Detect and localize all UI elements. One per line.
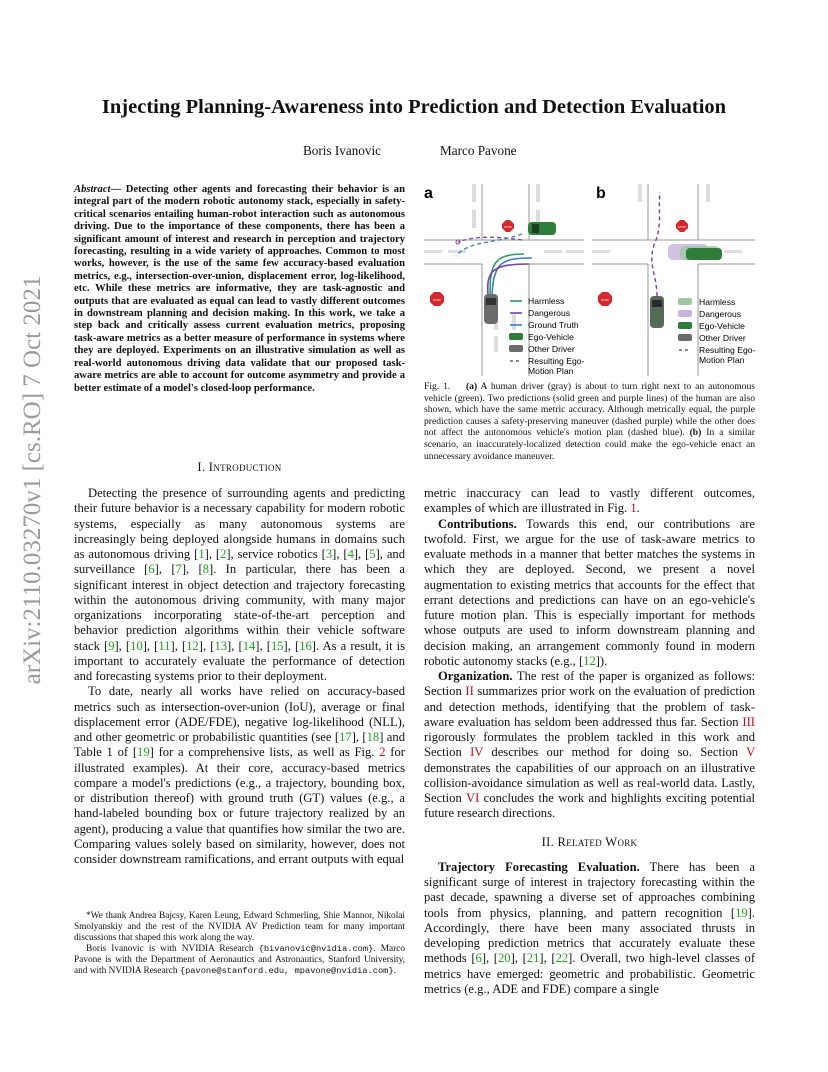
legend-item: Motion Plan bbox=[528, 366, 574, 376]
legend-item: Resulting Ego- bbox=[528, 356, 585, 366]
email-link[interactable]: {pavone@stanford.edu, mpavone@nvidia.com} bbox=[179, 966, 394, 977]
citation-link[interactable]: 10 bbox=[130, 638, 143, 653]
citation-link[interactable]: 19 bbox=[137, 745, 150, 760]
email-link[interactable]: {bivanovic@nvidia.com} bbox=[258, 944, 374, 955]
citation-link[interactable]: 16 bbox=[299, 638, 312, 653]
citation-link[interactable]: 19 bbox=[735, 905, 748, 920]
citation-link[interactable]: 6 bbox=[475, 951, 482, 966]
intro-body bbox=[74, 486, 405, 867]
intro-paragraph-2: To date, nearly all works have relied on accuracy-based metrics such as intersection-over-union (IoU), average or final displacement error (ADE/FDE), negative log-likelihood (NLL), and other geometric or probabilistic quantities (see [17], [18] and Table 1 of [19] for a comprehensive lists, as well as Fig. 2 for illustrated examples). At their core, accuracy-based metrics compare a model's predictions (e.g., a trajectory, bounding box, or distribution thereof) with ground truth (GT) values (e.g., a hand-labeled bounding box or future trajectory realized by an agent), producing a value that quantifies how similar the two are. Comparing values solely based on similarity, however, does not consider downstream ramifications, and errant outputs with equal bbox=[74, 684, 405, 866]
legend-item: Harmless bbox=[528, 296, 565, 306]
right-column bbox=[424, 486, 755, 997]
legend-item: Resulting Ego- bbox=[699, 345, 755, 355]
organization-paragraph: Organization. The rest of the paper is organized as follows: Section II summarizes prior work on the evaluation of prediction and detection methods, identifying that the problem of task-aware evaluation has seldom been addressed thus far. Section III rigorously formulates the problem tackled in this work and Section IV describes our method for doing so. Section V demonstrates the capabilities of our approach on an illustrative collision-avoidance simulation as well as real-world data. Lastly, Section VI concludes the work and highlights exciting potential future research directions. bbox=[424, 669, 755, 821]
trajectory-eval-paragraph: Trajectory Forecasting Evaluation. There has been a significant surge of interest in trajectory forecasting within the past decade, spawning a diverse set of approaches combining tools from physics, planning, and pattern recognition [19]. Accordingly, there have been many associated thrusts in developing prediction metrics that accurately evaluate these methods [6], [20], [21], [22]. Overall, two high-level classes of metrics have emerged: geometric and probabilistic. Geometric metrics (e.g., ADE and FDE) compare a single bbox=[424, 859, 756, 996]
section-link[interactable]: V bbox=[746, 745, 755, 760]
legend-panel-b bbox=[678, 297, 755, 365]
figure-1 bbox=[424, 184, 755, 376]
legend-panel-a bbox=[509, 296, 585, 376]
author-2: Marco Pavone bbox=[440, 143, 517, 158]
abstract-label: Abstract bbox=[74, 184, 111, 195]
legend-item: Motion Plan bbox=[699, 355, 745, 365]
contributions-paragraph: Contributions. Towards this end, our contributions are twofold. First, we argue for the use of task-aware metrics to evaluate methods in a manner that better matches the systems in which they are deployed. Second, we present a novel augmentation to existing metrics that accounts for the effect that errant detections and predictions can have on an ego-vehicle's future motion plan. This is especially important for methods whose outputs are used to inform downstream planning and decision making, an arrangement commonly found in modern robotic autonomy stacks (e.g., [12]). bbox=[424, 516, 755, 668]
citation-link[interactable]: 11 bbox=[158, 638, 171, 653]
citation-link[interactable]: 14 bbox=[242, 638, 256, 653]
legend-item: Dangerous bbox=[528, 308, 571, 318]
svg-text:STOP: STOP bbox=[503, 225, 513, 229]
citation-link[interactable]: 9 bbox=[108, 638, 115, 653]
citation-link[interactable]: 21 bbox=[526, 951, 540, 966]
section-link[interactable]: II bbox=[465, 684, 474, 699]
figure-link[interactable]: 1 bbox=[630, 501, 637, 516]
citation-link[interactable]: 4 bbox=[347, 547, 354, 561]
footnote bbox=[74, 911, 405, 978]
footnote-affiliations: Boris Ivanovic is with NVIDIA Research {bivanovic@nvidia.com}. Marco Pavone is with the Department of Aeronautics and Astronautics, Stanford University, and with NVIDIA Research {pavone@stanford.edu, mpavone@nvidia.com}. bbox=[74, 944, 405, 977]
intro-paragraph-1: Detecting the presence of surrounding agents and predicting their future behavior is a necessary capability for modern robotic systems, especially as many autonomous systems are increasingly being deployed alongside humans in domains such as autonomous driving [1], [2], service robotics [3], [4], [5], and surveillance [6], [7], [8]. In particular, there has been a significant interest in object detection and trajectory forecasting within the autonomous driving community, with many major organizations incorporating state-of-the-art perception and behavior prediction algorithms within their vehicle software stack [9], [10], [11], [12], [13], [14], [15], [16]. As a result, it is important to accurately evaluate the performance of detection and forecasting systems prior to their deployment. bbox=[74, 486, 406, 683]
citation-link[interactable]: 8 bbox=[202, 562, 210, 577]
legend-item: Other Driver bbox=[699, 333, 746, 343]
footnote-acknowledgement: *We thank Andrea Bajcsy, Karen Leung, Edward Schmerling, Shie Mannor, Nikolai Smolyanskiy and the rest of the NVIDIA AV Prediction team for many important discussions that shaped this work along the way. bbox=[74, 911, 405, 944]
abstract-text: — Detecting other agents and forecasting their behavior is an integral part of the modern robotic autonomy stack, especially in safety-critical scenarios entailing human-robot interaction such as autonomous driving. Due to the importance of these components, there has been a significant amount of interest and research in perception and trajectory forecasting, resulting in a wide variety of approaches. Common to most works, however, is the use of the same few accuracy-based evaluation metrics, e.g., intersection-over-union, displacement error, log-likelihood, etc. While these metrics are informative, they are task-agnostic and outputs that are evaluated as equal can lead to vastly different outcomes in downstream planning and decision making. In this work, we take a step back and critically assess current evaluation metrics, proposing task-aware metrics as a better measure of performance in systems where they are deployed. Experiments on an illustrative simulation as well as real-world autonomous driving data validate that our proposed task-aware metrics are able to account for outcome asymmetry and provide a better estimate of a model's closed-loop performance. bbox=[74, 184, 405, 394]
svg-text:STOP: STOP bbox=[677, 225, 687, 229]
legend-item: Ground Truth bbox=[528, 320, 579, 330]
legend-item: Dangerous bbox=[699, 309, 742, 319]
citation-link[interactable]: 3 bbox=[325, 547, 333, 561]
citation-link[interactable]: 17 bbox=[339, 730, 352, 744]
svg-text:STOP: STOP bbox=[432, 298, 442, 302]
citation-link[interactable]: 7 bbox=[175, 562, 182, 577]
paper-title: Injecting Planning-Awareness into Prediction and Detection Evaluation bbox=[101, 96, 727, 118]
citation-link[interactable]: 1 bbox=[198, 547, 205, 561]
panel-a-label: a bbox=[424, 185, 433, 202]
citation-link[interactable]: 5 bbox=[369, 547, 376, 561]
citation-link[interactable]: 2 bbox=[220, 547, 227, 561]
legend-item: Ego-Vehicle bbox=[528, 332, 574, 342]
citation-link[interactable]: 12 bbox=[186, 638, 199, 653]
legend-item: Other Driver bbox=[528, 344, 575, 354]
section-link[interactable]: VI bbox=[465, 791, 480, 805]
citation-link[interactable]: 13 bbox=[214, 638, 228, 653]
figure-caption: Fig. 1. (a) A human driver (gray) is about to turn right next to an autonomous vehicle (green). Two predictions (solid green and purple lines) of the human are also shown, which have the same metric accuracy. Although metrically equal, the purple prediction causes a safety-preserving maneuver (dashed purple) while the other does not affect the autonomous vehicle's motion plan (dashed blue). (b) In a similar scenario, an inaccurately-localized detection could make the ego-vehicle enact an unnecessary avoidance maneuver. bbox=[424, 381, 756, 462]
author-1: Boris Ivanovic bbox=[303, 143, 382, 158]
paragraph-continued: metric inaccuracy can lead to vastly different outcomes, examples of which are illustrated in Fig. 1. bbox=[424, 486, 755, 516]
legend-item: Harmless bbox=[699, 297, 736, 307]
section-heading-related: II. Related Work bbox=[541, 834, 638, 849]
citation-link[interactable]: 6 bbox=[148, 562, 155, 577]
abstract bbox=[74, 184, 405, 395]
section-link[interactable]: III bbox=[742, 714, 755, 729]
citation-link[interactable]: 20 bbox=[498, 951, 511, 966]
figure-link[interactable]: 2 bbox=[379, 745, 386, 760]
citation-link[interactable]: 18 bbox=[366, 730, 380, 744]
citation-link[interactable]: 22 bbox=[555, 951, 569, 966]
section-link[interactable]: IV bbox=[470, 745, 484, 760]
section-heading-intro: I. Introduction bbox=[197, 460, 282, 474]
legend-item: Ego-Vehicle bbox=[699, 321, 745, 331]
citation-link[interactable]: 12 bbox=[583, 653, 596, 668]
citation-link[interactable]: 15 bbox=[270, 638, 284, 653]
panel-b-label: b bbox=[596, 185, 606, 202]
svg-text:STOP: STOP bbox=[600, 298, 610, 302]
